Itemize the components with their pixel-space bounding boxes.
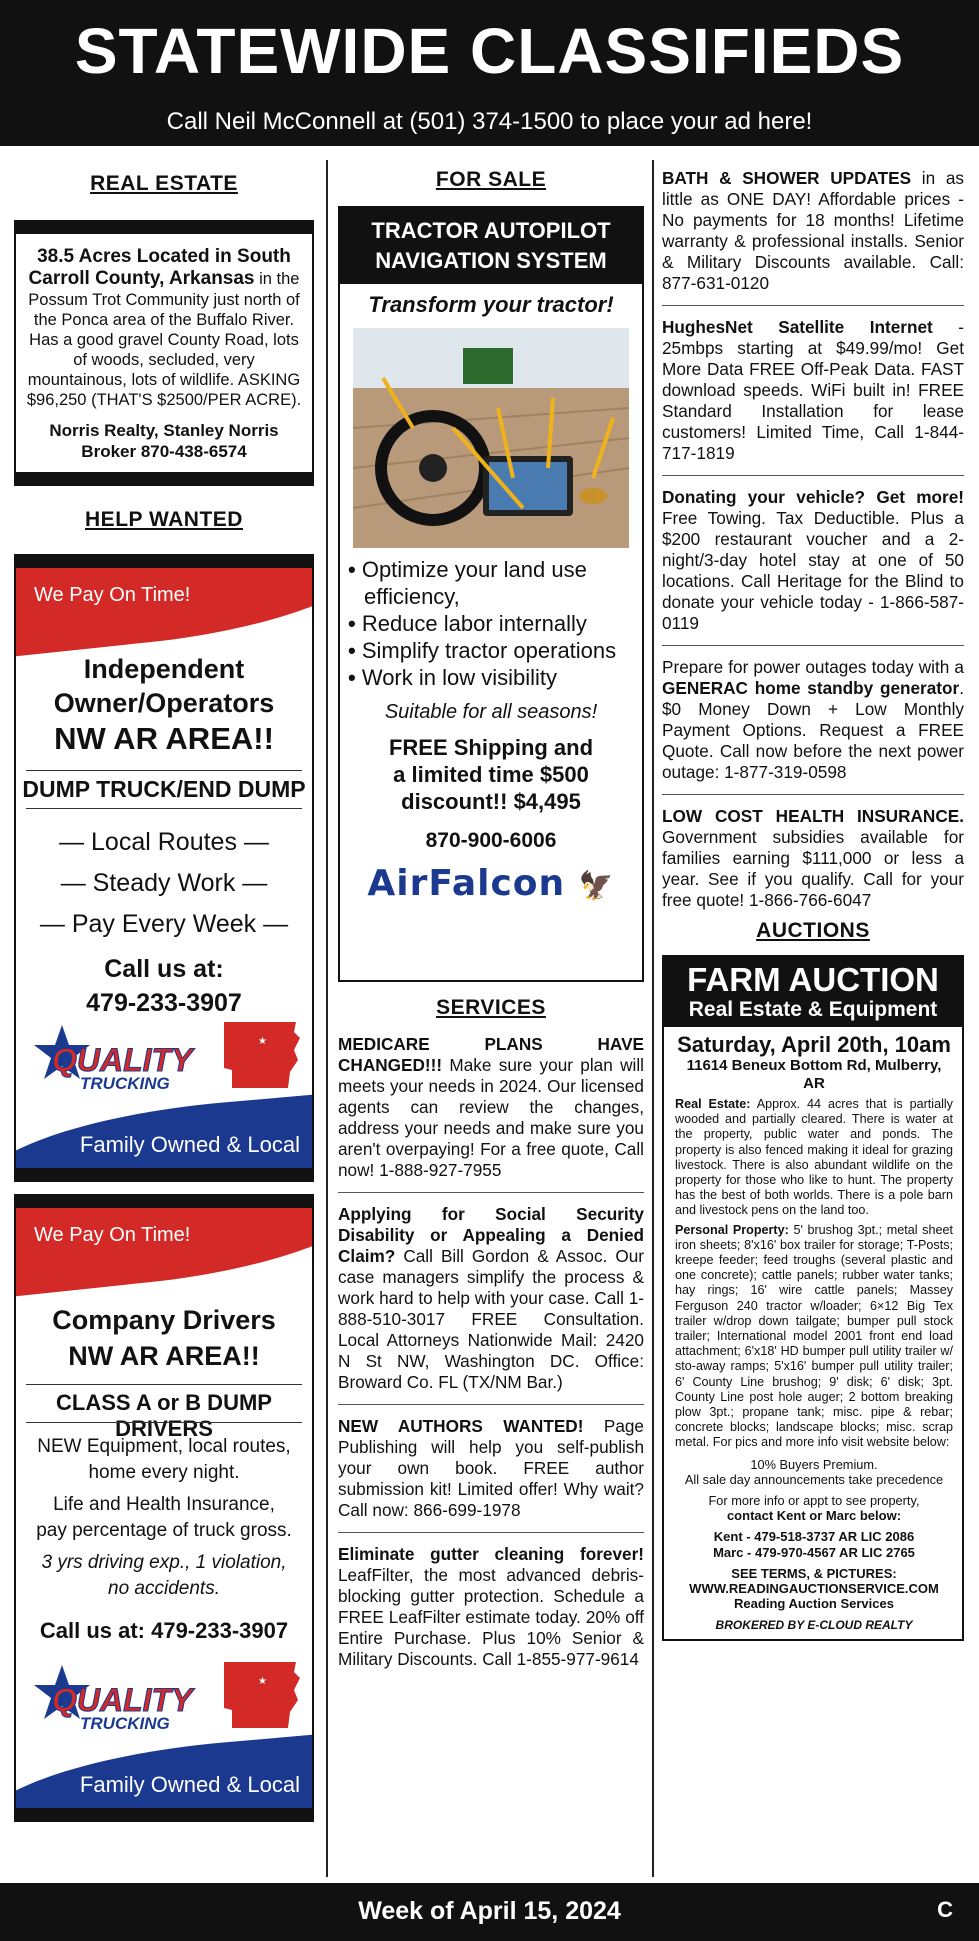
farm-auction-ad [662,955,964,1641]
logo-trucking: TRUCKING [80,1074,170,1093]
classified-headline: BATH & SHOWER UPDATES [662,168,912,188]
offer-line: a limited time $500 [393,762,589,787]
more-info: For more info or appt to see property, [708,1493,920,1509]
farm-auction-header [664,957,962,1027]
buyers-premium: 10% Buyers Premium. [750,1456,878,1472]
tractor-product-image [353,328,629,548]
section-head-services: SERVICES [436,996,546,1019]
classified-headline: Eliminate gutter cleaning forever! [338,1544,644,1564]
text: 5' brushog 3pt.; metal sheet iron sheets; 8'x16' box trailer for storage; T-Posts; kreepe feeder; feed troughs (several plastic and one concrete); cattle panels; rubber water tanks; hay rings; 16' wire cattle panels; Massey Ferguson 240 tractor w/loader; 6×12 Big Tex trailer w/drop down tailgate; bumper pull stock trailer; International model 2001 front end load attachment; 6'x18' HD bumper pull utility trailer w/ sto-away ramps; 5'x16' bumper pull utility trailer; 6' County Line brushog; 9' disk; 6' disk; 3pt. County Line post hole auger; 2 bottom breaking plow 3pt.; propane tank; misc. pipe & rebar; concrete blocks; landscape blocks; misc. scrap metal. For pics and more info visit website below: [675,1222,953,1450]
ad-line: NW AR AREA!! [68,1341,260,1371]
trucking-ad-owner-operators [14,554,314,1182]
classified-headline: MEDICARE PLANS HAVE CHANGED!!! [338,1034,644,1075]
re-broker-name: Norris Realty, Stanley Norris [49,421,279,440]
classified-body: - 25mbps starting at $49.99/mo! Get More Data FREE Off-Peak Data. FAST download speeds. WiFi built in! FREE Standard Installation for lease customers! Limited Time, Call 1-844-717-1819 [662,317,964,463]
banner-line: NAVIGATION SYSTEM [375,248,607,273]
classified-health-insurance [662,806,964,911]
phone-number: 479-233-3907 [86,989,242,1017]
farm-auction-title: FARM AUCTION [687,961,939,998]
tractor-bullet-list [348,556,642,691]
farm-auction-subtitle: Real Estate & Equipment [688,998,938,1021]
pay-on-time: We Pay On Time! [34,1224,191,1246]
ad-line: Company Drivers [52,1305,276,1335]
classified-body: LeafFilter, the most advanced debris-blocking gutter protection. Schedule a FREE LeafFilter estimate today. 20% off Entire Purchase. Plus 10% Senior & Military Discounts. Call 1-855-977-9614 [338,1565,644,1669]
classified-headline: Applying for Social Security Disability or Appealing a Denied Claim? [338,1204,644,1266]
classified-headline: GENERAC home standby generator [662,678,960,698]
auction-website: WWW.READINGAUCTIONSERVICE.COM [689,1581,939,1597]
section-head-auctions: AUCTIONS [756,919,870,942]
re-title: 38.5 Acres Located in South Carroll County, Arkansas [28,246,291,289]
classified-generac [662,657,964,783]
classified-headline: Donating your vehicle? Get more! [662,487,964,507]
ad-line: pay percentage of truck gross. [36,1520,292,1541]
column-divider [652,160,654,1877]
arkansas-map-icon [222,1660,302,1730]
auction-personal-property [675,1223,953,1451]
ad-line: Life and Health Insurance, [53,1494,275,1515]
contact-marc: Marc - 479-970-4567 AR LIC 2765 [713,1544,915,1560]
eagle-icon: 🦅 [578,869,615,902]
logo-trucking: TRUCKING [80,1714,170,1733]
auction-date: Saturday, April 20th, 10am [677,1032,951,1057]
classified-body: Free Towing. Tax Deductible. Plus a $200 restaurant voucher and a 2-night/3-day hotel stay at one of 50 locations. Call Heritage for the Blind to donate your vehicle today - 1-866-587-0119 [662,508,964,633]
re-body: in the Possum Trot Community just north of the Ponca area of the Buffalo River. Has a good gravel County Road, lots of woods, secluded, very mountainous, lots of wildlife. ASKING $96,250 (THAT'S $2500/PER ACRE). [26,270,302,409]
label: Real Estate: [675,1097,751,1111]
family-owned-label: Family Owned & Local [79,1772,300,1797]
ad-line: Call us at: [104,955,224,983]
page-title: STATEWIDE CLASSIFIEDS [74,15,905,87]
phone-number: Call us at: 479-233-3907 [39,1618,289,1643]
section-head-real-estate: REAL ESTATE [90,172,238,195]
tractor-autopilot-ad [338,206,644,982]
re-broker-phone: Broker 870-438-6574 [81,442,247,461]
phone-number: 870-900-6006 [425,829,557,852]
list-item: • Reduce labor internally [348,610,642,637]
auction-service: Reading Auction Services [734,1596,894,1612]
offer-line: FREE Shipping and [388,735,594,760]
classified-headline: HughesNet Satellite Internet [662,317,933,337]
list-item: • Simplify tractor operations [348,637,642,664]
classified-gutter [338,1544,644,1670]
classified-headline: LOW COST HEALTH INSURANCE. [662,806,964,826]
ad-line: DUMP TRUCK/END DUMP [22,776,306,802]
pay-on-time: We Pay On Time! [34,584,191,606]
auction-address: 11614 Beneux Bottom Rd, Mulberry, AR [686,1057,942,1092]
auction-real-estate [675,1097,953,1219]
family-owned-label: Family Owned & Local [79,1132,300,1157]
column-3 [662,160,964,1877]
page-letter: C [937,1897,953,1922]
column-divider [326,160,328,1877]
classified-body: Page Publishing will help you self-publish your own book. FREE author submission kit! Limited offer! Why wait? Call now: 866-699-1978 [338,1416,644,1520]
classified-bath [662,168,964,294]
ad-line: NW AR AREA!! [54,721,274,756]
column-2 [338,160,644,1877]
ad-line: CLASS A or B DUMP DRIVERS [56,1390,272,1441]
brokered-by: BROKERED BY E-CLOUD REALTY [715,1617,913,1632]
list-item: • Work in low visibility [348,664,642,691]
banner-line: TRACTOR AUTOPILOT [371,218,611,243]
classified-body: Make sure your plan will meets your needs in 2024. Our licensed agents can review the changes, address your needs and make sure you aren't overpaying! For a free quote, Call now! 1-888-927-7955 [338,1055,644,1180]
masthead-subtitle: Call Neil McConnell at (501) 374-1500 to place your ad here! [166,108,813,135]
classified-body: Call Bill Gordon & Assoc. Our case managers simplify the process & work hard to help with your case. Call 1-888-510-3017 FREE Consultation. Local Attorneys Nationwide Mail: 2420 N St NW, Washington DC. Office: Broward Co. FL (TX/NM Bar.) [338,1246,644,1392]
issue-week: Week of April 15, 2024 [358,1897,621,1925]
announcements: All sale day announcements take precedence [684,1471,944,1487]
svg-text:★: ★ [258,1036,267,1047]
brand-name: AirFalcon [367,863,566,904]
classified-body: Prepare for power outages today with a [662,657,964,677]
list-item: • Optimize your land use efficiency, [348,556,642,610]
tractor-tagline: Transform your tractor! [368,292,614,317]
offer-line: discount!! $4,495 [401,789,581,814]
ad-line: NEW Equipment, local routes, [37,1436,291,1457]
trucking-ad-company-drivers [14,1194,314,1822]
logo-quality: QUALITY [52,1042,193,1078]
contact-line: contact Kent or Marc below: [726,1508,902,1524]
ad-line: Owner/Operators [53,688,275,718]
classified-body: Government subsidies available for families earning $111,000 or less a year. See if you qualify. Call for your free quote! 1-866-766-6047 [662,827,964,910]
ad-line: no accidents. [108,1578,220,1599]
footer [0,1883,979,1941]
column-1 [14,160,314,1877]
section-head-help-wanted: HELP WANTED [85,508,243,531]
classified-social-security [338,1204,644,1393]
masthead [0,0,979,146]
ad-line: — Steady Work — [60,869,268,897]
tractor-shipping-offer [340,734,642,815]
airfalcon-logo [340,863,642,904]
logo-quality: QUALITY [52,1682,193,1718]
svg-text:★: ★ [258,1676,267,1687]
text: Approx. 44 acres that is partially wooded and partially cleared. There is water at the property, public water and ponds. The property is also fenced making it ideal for grazing livestock. There is also abundant wildlife on the property for those who like to hunt. The property has the best of both worlds. There is a pole barn and livestock pens on the land too. [675,1097,953,1218]
section-head-for-sale: FOR SALE [435,168,547,191]
classified-body: . $0 Money Down + Low Monthly Payment Options. Request a FREE Quote. Call now before the next power outage: 1-877-319-0598 [662,678,964,782]
classified-donate-vehicle [662,487,964,634]
classified-headline: NEW AUTHORS WANTED! [338,1416,584,1436]
ad-line: 3 yrs driving exp., 1 violation, [41,1552,287,1573]
terms-line: SEE TERMS, & PICTURES: [731,1565,897,1581]
classified-hughesnet [662,317,964,464]
ad-line: Independent [83,654,245,684]
tractor-seasons: Suitable for all seasons! [384,701,598,723]
ad-line: — Local Routes — [59,828,269,856]
classified-medicare [338,1034,644,1181]
label: Personal Property: [675,1222,789,1237]
arkansas-map-icon [222,1020,302,1090]
contact-kent: Kent - 479-518-3737 AR LIC 2086 [713,1529,915,1545]
classified-body: in as little as ONE DAY! Affordable prices - No payments for 18 months! Lifetime warranty & professional installs. Senior & Military Discounts available. Call: 877-631-0120 [662,168,964,293]
ad-line: home every night. [88,1462,240,1483]
ad-line: — Pay Every Week — [39,910,289,938]
classified-authors [338,1416,644,1521]
tractor-ad-banner [340,208,642,284]
real-estate-ad [14,220,314,486]
